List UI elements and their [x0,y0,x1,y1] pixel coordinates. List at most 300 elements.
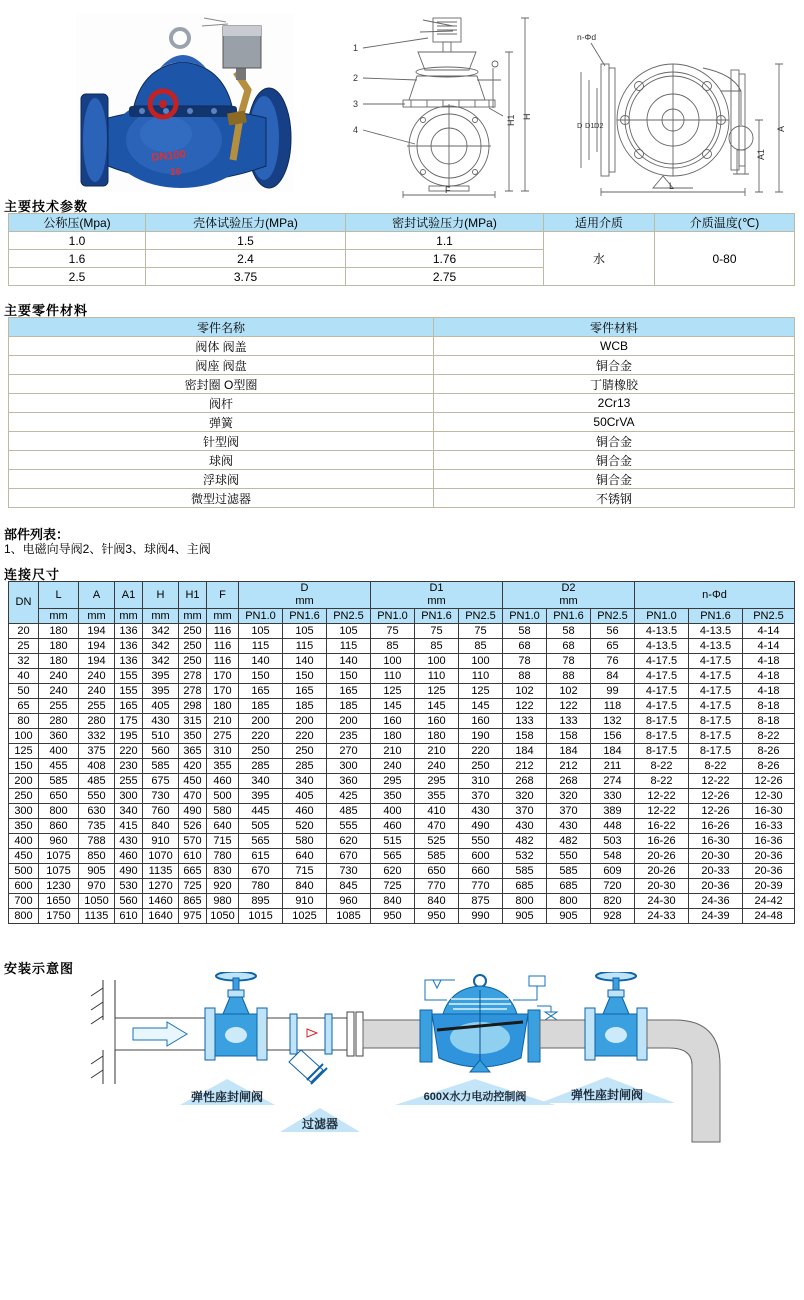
table-cell: 105 [327,624,371,639]
table-cell: 980 [207,894,239,909]
table-cell: 阀体 阀盖 [9,337,434,356]
table-cell: 350 [9,819,39,834]
table-cell: 240 [79,684,115,699]
table-cell: 4-17.5 [635,699,689,714]
table-cell: 1750 [39,909,79,924]
table-cell: 铜合金 [434,470,795,489]
table-cell: 950 [415,909,459,924]
table-row [9,819,795,834]
table-cell: 725 [179,879,207,894]
table-cell: 20-39 [743,879,795,894]
column-group-n-phi-d: n-Φd [635,582,795,609]
table-cell: 125 [415,684,459,699]
table-cell: 85 [459,639,503,654]
table-cell: 780 [207,849,239,864]
table-cell: 470 [179,789,207,804]
table-cell: 3.75 [146,268,346,286]
table-cell: 268 [503,774,547,789]
pn-header: PN1.0 [239,609,283,624]
table-cell: 4-13.5 [689,639,743,654]
table-cell: 845 [327,879,371,894]
table-cell: 620 [327,834,371,849]
table-cell: 800 [547,894,591,909]
table-cell: 840 [371,894,415,909]
table-cell: 184 [591,744,635,759]
table-cell: 420 [179,759,207,774]
table-row [9,834,795,849]
table-cell: 58 [503,624,547,639]
table-cell: 136 [115,639,143,654]
table-cell: 105 [283,624,327,639]
table-row [9,624,795,639]
table-cell: 40 [9,669,39,684]
table-cell: 180 [39,639,79,654]
table-cell: 280 [79,714,115,729]
table-cell: 405 [143,699,179,714]
table-cell: 170 [207,684,239,699]
dim-n-phi-d: n-Φd [577,32,597,42]
drawing-front-view [577,32,786,196]
table-cell: 211 [591,759,635,774]
table-cell: 350 [179,729,207,744]
table-cell: 12-22 [689,774,743,789]
table-cell: 415 [115,819,143,834]
table-cell: 194 [79,639,115,654]
table-cell: 220 [239,729,283,744]
table-cell: 278 [179,669,207,684]
table-cell: 132 [591,714,635,729]
table-cell: 1270 [143,879,179,894]
pn-header: PN1.0 [503,609,547,624]
unit-header: mm [79,609,115,624]
table-cell: 240 [79,669,115,684]
table-cell: 125 [371,684,415,699]
table-cell: 铜合金 [434,356,795,375]
table-cell: 20-36 [689,879,743,894]
dimensions-heading: 连接尺寸 [4,567,61,582]
table-cell: 460 [371,819,415,834]
table-cell: 184 [503,744,547,759]
table-cell: 355 [415,789,459,804]
table-cell: 8-17.5 [689,729,743,744]
table-cell: 133 [503,714,547,729]
table-cell: 255 [115,774,143,789]
column-header: H [143,582,179,609]
medium-cell: 水 [544,232,655,286]
table-cell: 280 [39,714,79,729]
table-cell: 194 [79,654,115,669]
table-cell: 460 [207,774,239,789]
table-cell: 68 [547,639,591,654]
table-cell: 155 [115,669,143,684]
unit-header: mm [39,609,79,624]
table-cell: 185 [283,699,327,714]
pn-header: PN1.6 [415,609,459,624]
table-cell: 278 [179,684,207,699]
table-cell: 400 [371,804,415,819]
unit-header: mm [115,609,143,624]
table-cell: 165 [239,684,283,699]
table-cell: 116 [207,654,239,669]
pn-header: PN1.0 [371,609,415,624]
table-cell: 1.0 [9,232,146,250]
table-cell: 340 [115,804,143,819]
table-cell: 365 [179,744,207,759]
table-cell: 58 [547,624,591,639]
table-cell: 78 [503,654,547,669]
table-cell: 460 [283,804,327,819]
parts-list-text: 1、电磁向导阀2、针阀3、球阀4、主阀 [4,542,211,556]
dim-h1: H1 [506,114,516,126]
table-cell: 500 [9,864,39,879]
table-cell: 800 [9,909,39,924]
table-row [9,470,795,489]
callout-1: 1 [353,43,359,53]
callout-2: 2 [353,73,359,83]
table-cell: 735 [79,819,115,834]
table-cell: 8-26 [743,744,795,759]
table-cell: 640 [283,849,327,864]
table-cell: 250 [239,744,283,759]
table-cell: 300 [115,789,143,804]
table-cell: 160 [415,714,459,729]
table-cell: 482 [547,834,591,849]
table-cell: 905 [503,909,547,924]
table-cell: 212 [503,759,547,774]
control-valve [420,975,557,1072]
table-row [9,909,795,924]
table-cell: 1.1 [346,232,544,250]
table-cell: 8-18 [743,714,795,729]
table-cell: 20-33 [689,864,743,879]
materials-table [8,317,795,508]
table-cell: 905 [547,909,591,924]
body-marking-dn: DN100 [151,148,187,164]
label-gate-valve-right: 弹性座封闸阀 [570,1088,644,1102]
table-cell: 830 [207,864,239,879]
body-marking-pn: 16 [170,167,182,178]
table-cell: 110 [459,669,503,684]
table-cell: 1.5 [146,232,346,250]
dimensions-table [8,581,795,924]
table-cell: 370 [547,804,591,819]
table-cell: 1135 [143,864,179,879]
column-header: F [207,582,239,609]
table-cell: 950 [371,909,415,924]
table-cell: 530 [115,879,143,894]
table-cell: 76 [591,654,635,669]
table-cell: 865 [179,894,207,909]
table-row [9,639,795,654]
table-row [9,394,795,413]
table-cell: 255 [79,699,115,714]
table-cell: 20-30 [635,879,689,894]
table-cell: 295 [371,774,415,789]
table-cell: 136 [115,654,143,669]
table-cell: 670 [239,864,283,879]
table-cell: 360 [39,729,79,744]
table-cell: 570 [179,834,207,849]
table-cell: 405 [283,789,327,804]
column-header: 零件名称 [9,318,434,337]
table-cell: 8-22 [689,759,743,774]
table-cell: 430 [503,819,547,834]
product-photo [76,14,294,192]
table-cell: 250 [179,624,207,639]
table-cell: 650 [415,864,459,879]
table-cell: 156 [591,729,635,744]
table-cell: 490 [459,819,503,834]
table-row [9,879,795,894]
table-cell: 450 [9,849,39,864]
table-cell: 32 [9,654,39,669]
table-cell: 12-26 [689,789,743,804]
table-cell: 250 [283,744,327,759]
table-row [9,669,795,684]
table-cell: 210 [207,714,239,729]
table-cell: 310 [207,744,239,759]
table-row [9,413,795,432]
table-row [9,744,795,759]
table-cell: 8-17.5 [635,729,689,744]
table-cell: 730 [143,789,179,804]
technical-drawing [333,8,801,198]
table-cell: 1075 [39,864,79,879]
table-cell: 24-48 [743,909,795,924]
table-cell: 浮球阀 [9,470,434,489]
table-cell: 320 [547,789,591,804]
table-cell: 133 [547,714,591,729]
table-cell: 565 [371,849,415,864]
table-cell: 1230 [39,879,79,894]
label-gate-valve-left: 弹性座封闸阀 [190,1090,264,1104]
table-row [9,489,795,508]
table-cell: 585 [503,864,547,879]
dim-d2: D2 [594,121,604,130]
table-cell: 515 [371,834,415,849]
table-row [9,804,795,819]
table-cell: 730 [327,864,371,879]
table-cell: 50CrVA [434,413,795,432]
table-cell: 1.6 [9,250,146,268]
table-cell: 485 [327,804,371,819]
table-cell: 20 [9,624,39,639]
table-cell: 75 [415,624,459,639]
table-cell: 8-22 [743,729,795,744]
table-cell: 615 [239,849,283,864]
table-cell: 180 [39,654,79,669]
table-cell: 1070 [143,849,179,864]
table-cell: 295 [415,774,459,789]
table-cell: 122 [503,699,547,714]
table-row [9,714,795,729]
table-cell: 88 [547,669,591,684]
materials-heading: 主要零件材料 [4,303,89,318]
table-cell: 165 [115,699,143,714]
table-cell: 725 [371,879,415,894]
table-cell: 720 [591,879,635,894]
table-cell: 585 [547,864,591,879]
column-header: A1 [115,582,143,609]
table-cell: 4-17.5 [635,654,689,669]
table-cell: 8-22 [635,774,689,789]
table-cell: 342 [143,639,179,654]
table-cell: 555 [327,819,371,834]
table-cell: 200 [283,714,327,729]
wall [91,980,115,1084]
table-cell: 410 [415,804,459,819]
column-group-d2: D2 mm [503,582,635,609]
table-cell: 430 [547,819,591,834]
table-cell: 阀座 阀盘 [9,356,434,375]
table-cell: 580 [283,834,327,849]
table-cell: 482 [503,834,547,849]
table-cell: 1085 [327,909,371,924]
table-cell: 430 [115,834,143,849]
table-cell: 526 [179,819,207,834]
table-cell: 194 [79,624,115,639]
table-cell: 158 [547,729,591,744]
table-cell: 510 [143,729,179,744]
table-cell: 4-13.5 [635,639,689,654]
table-cell: 780 [239,879,283,894]
table-cell: 220 [115,744,143,759]
table-cell: 100 [371,654,415,669]
gate-valve-right [585,972,647,1060]
table-cell: 8-22 [635,759,689,774]
table-cell: 503 [591,834,635,849]
table-cell: 65 [591,639,635,654]
table-cell: 180 [371,729,415,744]
table-cell: 2.75 [346,268,544,286]
table-cell: 1135 [79,909,115,924]
table-cell: 800 [39,804,79,819]
table-cell: 620 [371,864,415,879]
table-cell: 不锈钢 [434,489,795,508]
table-cell: 285 [283,759,327,774]
table-cell: 660 [459,864,503,879]
table-cell: 75 [371,624,415,639]
table-cell: 铜合金 [434,451,795,470]
table-cell: 8-17.5 [635,714,689,729]
table-cell: 125 [459,684,503,699]
pipe-gray-left [363,1020,420,1048]
table-cell: 320 [503,789,547,804]
table-cell: 140 [327,654,371,669]
table-cell: 4-17.5 [635,669,689,684]
table-cell: 920 [207,879,239,894]
table-cell: 185 [327,699,371,714]
table-cell: 560 [115,894,143,909]
table-cell: 230 [115,759,143,774]
table-cell: 250 [9,789,39,804]
table-cell: 490 [115,864,143,879]
table-cell: 455 [39,759,79,774]
table-cell: 400 [9,834,39,849]
table-cell: 100 [459,654,503,669]
table-cell: 1050 [207,909,239,924]
table-cell: 160 [371,714,415,729]
table-cell: 190 [459,729,503,744]
table-cell: 8-17.5 [689,744,743,759]
dim-l: L [669,181,675,191]
table-cell: 240 [415,759,459,774]
dim-a: A [776,125,786,132]
table-cell: 180 [39,624,79,639]
table-cell: 370 [459,789,503,804]
table-cell: 310 [459,774,503,789]
table-cell: 800 [503,894,547,909]
table-cell: 220 [459,744,503,759]
table-cell: 715 [283,864,327,879]
table-cell: 115 [239,639,283,654]
table-cell: 1650 [39,894,79,909]
table-cell: 99 [591,684,635,699]
table-cell: 4-13.5 [635,624,689,639]
table-cell: 8-17.5 [635,744,689,759]
table-cell: 4-17.5 [689,699,743,714]
table-cell: 200 [9,774,39,789]
table-cell: 4-17.5 [689,669,743,684]
table-cell: 184 [547,744,591,759]
table-cell: 610 [179,849,207,864]
table-cell: 375 [79,744,115,759]
table-cell: 905 [79,864,115,879]
table-cell: 115 [283,639,327,654]
table-cell: 770 [459,879,503,894]
table-cell: 158 [503,729,547,744]
table-cell: 175 [115,714,143,729]
table-cell: 520 [283,819,327,834]
table-row [9,684,795,699]
table-cell: 20-30 [689,849,743,864]
table-cell: 102 [503,684,547,699]
table-cell: 240 [39,669,79,684]
table-cell: 315 [179,714,207,729]
table-cell: 400 [39,744,79,759]
table-cell: 180 [415,729,459,744]
table-cell: 970 [79,879,115,894]
table-cell: 145 [415,699,459,714]
table-cell: 840 [283,879,327,894]
column-header: 零件材料 [434,318,795,337]
dim-f: F [445,185,451,195]
table-cell: 16-26 [689,819,743,834]
table-cell: 116 [207,624,239,639]
table-cell: 650 [39,789,79,804]
table-cell: 445 [239,804,283,819]
table-row [9,432,795,451]
diagram-labels [180,1077,675,1132]
column-header: H1 [179,582,207,609]
left-flange [81,94,108,186]
table-cell: 微型过滤器 [9,489,434,508]
temperature-cell: 0-80 [655,232,795,286]
table-cell: 565 [239,834,283,849]
column-header: 介质温度(℃) [655,214,795,232]
table-cell: 820 [591,894,635,909]
table-cell: 110 [415,669,459,684]
table-cell: 105 [239,624,283,639]
table-cell: 850 [79,849,115,864]
table-cell: 16-30 [743,804,795,819]
table-cell: 4-13.5 [689,624,743,639]
table-row [9,894,795,909]
table-cell: 395 [143,669,179,684]
table-cell: 370 [503,804,547,819]
table-cell: 200 [239,714,283,729]
table-cell: 1460 [143,894,179,909]
